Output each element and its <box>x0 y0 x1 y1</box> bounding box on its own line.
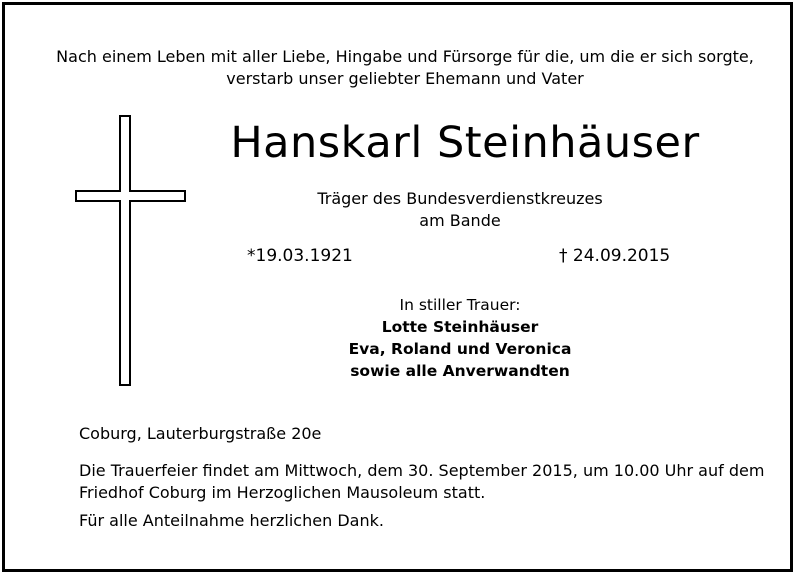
ceremony-info <box>79 460 769 504</box>
honor-line-1: Träger des Bundesverdienstkreuzes <box>317 189 603 208</box>
birth-date: *19.03.1921 <box>247 246 353 266</box>
mourner-name: Lotte Steinhäuser <box>381 318 539 336</box>
honor-text <box>220 188 700 232</box>
intro-line-2: verstarb unser geliebter Ehemann und Vater <box>226 69 584 88</box>
address: Coburg, Lauterburgstraße 20e <box>79 424 322 443</box>
intro-line-1: Nach einem Leben mit aller Liebe, Hingabe und Fürsorge für die, um die er sich sorgte, <box>56 47 754 66</box>
death-date: † 24.09.2015 <box>559 246 671 266</box>
ceremony-line-1: Die Trauerfeier findet am Mittwoch, dem 30. September 2015, um 10.00 Uhr auf dem <box>79 461 765 480</box>
ceremony-line-2: Friedhof Coburg im Herzoglichen Mausoleum statt. <box>79 483 486 502</box>
mourning-heading: In stiller Trauer: <box>399 296 521 314</box>
intro-text <box>45 46 765 90</box>
deceased-name: Hanskarl Steinhäuser <box>230 118 700 168</box>
mourner-name: sowie alle Anverwandten <box>350 362 570 380</box>
thanks-text: Für alle Anteilnahme herzlichen Dank. <box>79 511 384 530</box>
obituary-frame <box>2 2 793 572</box>
mourners-block <box>260 294 660 382</box>
honor-line-2: am Bande <box>419 211 501 230</box>
mourner-name: Eva, Roland und Veronica <box>348 340 572 358</box>
